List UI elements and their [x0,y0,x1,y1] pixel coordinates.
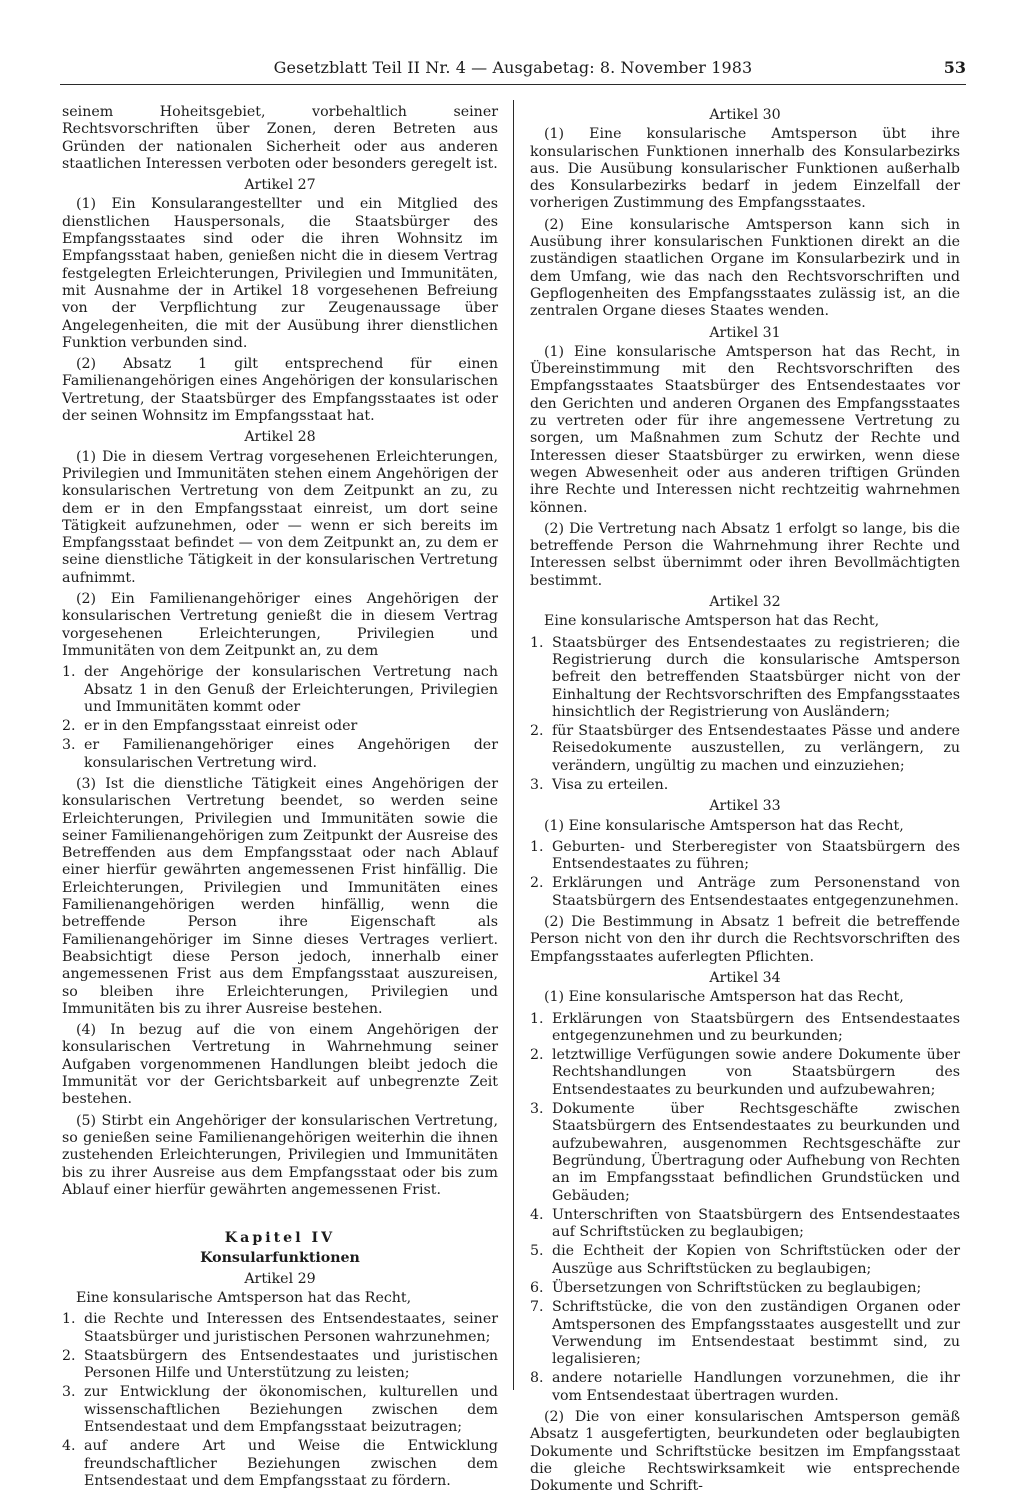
paragraph: (1) Die in diesem Vertrag vorgesehenen Erleichterungen, Privilegien und Immunitäten stehen einem Angehörigen der konsularischen Vertretung von dem Zeitpunkt an zu, zu dem er in den Empfangsstaat einreist, um dort seine Tätigkeit aufzunehmen, oder — wenn er sich bereits im Empfangsstaat befindet — von dem Zeitpunkt an, zu dem er seine dienstliche Tätigkeit in der konsularischen Vertretung aufnimmt. [62,448,498,586]
list-text: er in den Empfangsstaat einreist oder [84,718,358,735]
list-text: Geburten- und Sterberegister von Staatsbürgern des Entsendestaates zu führen; [552,838,960,873]
numbered-list [530,1011,960,1406]
list-number: 2. [530,875,544,892]
article-title: Artikel 33 [709,798,781,815]
list-text: zur Entwicklung der ökonomischen, kulturellen und wissenschaftlichen Beziehungen zwischen dem Entsendestaat und dem Empfangsstaat beizutragen; [84,1384,498,1436]
paragraph: seinem Hoheitsgebiet, vorbehaltlich seiner Rechtsvorschriften über Zonen, deren Betreten aus Gründen der nationalen Sicherheit oder aus anderen staatlichen Interessen verboten oder besonders geregelt ist. [62,104,498,172]
list-item [530,1243,960,1278]
list-number: 3. [530,776,544,793]
list-text: Erklärungen und Anträge zum Personenstand von Staatsbürgern des Entsendestaates entgegenzunehmen. [552,875,960,909]
spacer [62,1203,498,1227]
list-item [530,1280,960,1297]
list-text: Visa zu erteilen. [552,776,669,793]
numbered-list [62,1311,498,1490]
list-number: 1. [62,1311,76,1328]
paragraph: (3) Ist die dienstliche Tätigkeit eines Angehörigen der konsularischen Vertretung beendet, so werden seine Erleichterungen, Privilegien und Immunitäten sowie die seiner Familienangehörigen zum Zeitpunkt der Ausreise des Betreffenden aus dem Empfangsstaat oder nach Ablauf einer hierfür gewährten angemessenen Frist hinfällig. Die Erleichterungen, Privilegien und Immunitäten eines Familienangehörigen werden hinfällig, wenn die betreffende Person ihre Eigenschaft als Familienangehöriger im Sinne dieses Vertrages verliert. Beabsichtigt diese Person jedoch, innerhalb einer angemessenen Frist aus dem Empfangsstaat auszureisen, so bleiben ihre Erleichterungen, Privilegien und Immunitäten bis zu ihrer Ausreise bestehen. [62,775,498,1017]
chapter-label: Kapitel IV [224,1230,336,1247]
list-number: 2. [62,718,76,735]
list-number: 3. [530,1101,544,1118]
list-text: andere notarielle Handlungen vorzunehmen, die ihr vom Entsendestaat übertragen wurden. [552,1370,960,1404]
list-item [62,737,498,772]
paragraph: Eine konsularische Amtsperson hat das Recht, [544,613,880,630]
list-text: Staatsbürgern des Entsendestaates und juristischen Personen Hilfe und Unterstützung zu leisten; [84,1347,498,1382]
paragraph: (2) Eine konsularische Amtsperson kann sich in Ausübung ihrer konsularischen Funktionen direkt an die zuständigen staatlichen Organe im Konsularbezirk und in dem Umfang, wie das nach den Rechtsvorschriften und Gepflogenheiten des Empfangsstaates zulässig ist, an die zentralen Organe dieses Staates wenden. [530,216,960,320]
header-rule [60,84,966,85]
list-item [62,664,498,716]
list-number: 3. [62,1384,76,1401]
list-item [530,1299,960,1368]
left-column [62,104,498,1494]
article-title: Artikel 29 [244,1270,316,1287]
list-number: 1. [530,838,544,855]
numbered-list [530,839,960,910]
article-title: Artikel 34 [709,969,781,986]
right-column [530,104,960,1500]
list-text: Erklärungen von Staatsbürgern des Entsendestaates entgegenzunehmen und zu beurkunden; [552,1010,960,1044]
list-text: er Familienangehöriger eines Angehörigen der konsularischen Vertretung wird. [84,737,498,771]
list-number: 5. [530,1243,544,1260]
list-item [530,635,960,721]
list-number: 1. [530,1010,544,1027]
paragraph: Eine konsularische Amtsperson hat das Recht, [76,1290,412,1306]
list-number: 2. [62,1347,76,1364]
paragraph: (2) Die Vertretung nach Absatz 1 erfolgt so lange, bis die betreffende Person die Wahrnehmung ihrer Rechte und Interessen selbst übernimmt oder ihren Bevollmächtigten bestimmt. [530,520,960,589]
article-title: Artikel 31 [709,324,781,341]
paragraph: (1) Eine konsularische Amtsperson hat das Recht, [544,817,904,834]
list-item [530,777,960,794]
article-title: Artikel 30 [709,107,781,123]
list-text: die Rechte und Interessen des Entsendestaates, seiner Staatsbürger und juristischen Personen wahrzunehmen; [84,1311,498,1345]
numbered-list [530,635,960,795]
list-number: 4. [62,1438,76,1455]
list-number: 8. [530,1370,544,1387]
header-title: Gesetzblatt Teil II Nr. 4 — Ausgabetag: 8. November 1983 [273,58,753,77]
list-text: letztwillige Verfügungen sowie andere Dokumente über Rechtshandlungen von Staatsbürgern des Entsendestaates zu beurkunden und aufzubewahren; [552,1047,960,1098]
paragraph: (2) Absatz 1 gilt entsprechend für einen Familienangehörigen eines Angehörigen der konsularischen Vertretung, der Staatsbürger des Empfangsstaates ist oder der seinen Wohnsitz im Empfangsstaat hat. [62,356,498,425]
list-item [62,1348,498,1383]
list-number: 7. [530,1299,544,1316]
list-text: die Echtheit der Kopien von Schriftstücken oder der Auszüge aus Schriftstücken zu beglaubigen; [552,1243,960,1277]
list-item [62,1311,498,1346]
paragraph: (2) Ein Familienangehöriger eines Angehörigen der konsularischen Vertretung genießt die in diesem Vertrag vorgesehenen Erleichterungen, Privilegien und Immunitäten von dem Zeitpunkt an, zu dem [62,591,498,659]
list-text: auf andere Art und Weise die Entwicklung freundschaftlicher Beziehungen zwischen dem Entsendestaat und dem Empfangsstaat zu fördern. [84,1438,498,1489]
list-item [530,1101,960,1205]
numbered-list [62,664,498,772]
list-text: Schriftstücke, die von den zuständigen Organen oder Amtspersonen des Empfangsstaates ausgestellt und zur Verwendung im Entsendestaat bestimmt sind, zu legalisieren; [552,1299,960,1368]
list-text: Dokumente über Rechtsgeschäfte zwischen Staatsbürgern des Entsendestaates zu beurkunden und aufzubewahren, ausgenommen Rechtsgeschäfte zur Begründung, Übertragung oder Aufhebung von Rechten an im Empfangsstaat befindlichen Grundstücken und Gebäuden; [552,1101,960,1204]
list-number: 6. [530,1280,544,1296]
page-number: 53 [943,58,966,77]
paragraph: (1) Eine konsularische Amtsperson hat das Recht, in Übereinstimmung mit den Rechtsvorschriften des Empfangsstaates Staatsbürger des Entsendestaates vor den Gerichten und anderen Organen des Empfangsstaates zu vertreten oder für ihre angemessene Vertretung zu sorgen, um Maßnahmen zum Schutz der Rechte und Interessen dieser Staatsbürger zu erwirken, wenn diese wegen Abwesenheit oder aus anderen triftigen Gründen ihre Rechte und Interessen nicht rechtzeitig wahrnehmen können. [530,343,960,516]
paragraph: (2) Die Bestimmung in Absatz 1 befreit die betreffende Person nicht von den ihr durch die Rechtsvorschriften des Empfangsstaates auferlegten Pflichten. [530,914,960,965]
paragraph: (1) Ein Konsularangestellter und ein Mitglied des dienstlichen Hauspersonals, die Staatsbürger des Empfangsstaates sind oder die ihren Wohnsitz im Empfangsstaat haben, genießen nicht die in diesem Vertrag festgelegten Erleichterungen, Privilegien und Immunitäten, mit Ausnahme der in Artikel 18 vorgesehenen Befreiung von der Verpflichtung zur Zeugenaussage über Angelegenheiten, die mit der Ausübung ihrer dienstlichen Funktion verbunden sind. [62,196,498,351]
list-item [530,1011,960,1046]
list-text: Staatsbürger des Entsendestaates zu registrieren; die Registrierung durch die konsularische Amtsperson befreit den betreffenden Staatsbürger nicht von der Einhaltung der Rechtsvorschriften des Empfangsstaates hinsichtlich der Registrierung von Ausländern; [552,634,960,720]
column-divider [513,100,514,1390]
list-number: 2. [530,723,544,740]
list-item [530,723,960,775]
chapter-title: Konsularfunktionen [200,1250,360,1267]
list-text: für Staatsbürger des Entsendestaates Pässe und andere Reisedokumente auszustellen, zu verlängern, zu verändern, ungültig zu machen und einzuziehen; [552,723,960,774]
article-title: Artikel 28 [244,429,316,446]
list-number: 1. [62,664,76,681]
list-item [62,1384,498,1436]
list-text: der Angehörige der konsularischen Vertretung nach Absatz 1 in den Genuß der Erleichterungen, Privilegien und Immunitäten kommt oder [84,664,498,715]
list-item [530,839,960,874]
list-item [530,1047,960,1099]
list-number: 2. [530,1047,544,1064]
paragraph: (1) Eine konsularische Amtsperson hat das Recht, [544,989,904,1006]
page-header [60,58,966,84]
paragraph: (5) Stirbt ein Angehöriger der konsularischen Vertretung, so genießen seine Familienangehörigen weiterhin die ihnen zustehenden Erleichterungen, Privilegien und Immunitäten bis zu ihrer Ausreise aus dem Empfangsstaat oder bis zum Ablauf einer hierfür gewährten angemessenen Frist. [62,1112,498,1198]
paragraph: (4) In bezug auf die von einem Angehörigen der konsularischen Vertretung in Wahrnehmung seiner Aufgaben vorgenommenen Handlungen bleibt jedoch die Immunität vor der Gerichtsbarkeit auf unbegrenzte Zeit bestehen. [62,1022,498,1108]
article-title: Artikel 27 [244,177,316,194]
paragraph: (2) Die von einer konsularischen Amtsperson gemäß Absatz 1 ausgefertigten, beurkundeten oder beglaubigten Dokumente und Schriftstücke besitzen im Empfangsstaat die gleiche Rechtswirksamkeit wie entsprechende Dokumente und Schrift- [530,1409,960,1495]
paragraph: (1) Eine konsularische Amtsperson übt ihre konsularischen Funktionen innerhalb des Konsularbezirks aus. Die Ausübung konsularischer Funktionen außerhalb des Konsularbezirks bedarf in jedem Einzelfall der vorherigen Zustimmung des Empfangsstaates. [530,126,960,212]
list-text: Unterschriften von Staatsbürgern des Entsendestaates auf Schriftstücken zu beglaubigen; [552,1206,960,1241]
list-item [62,718,498,735]
list-item [530,875,960,910]
list-item [530,1370,960,1405]
list-number: 1. [530,634,544,651]
list-item [530,1207,960,1242]
article-title: Artikel 32 [709,594,781,611]
list-item [62,1438,498,1490]
list-number: 4. [530,1206,544,1223]
list-text: Übersetzungen von Schriftstücken zu beglaubigen; [552,1280,922,1296]
list-number: 3. [62,737,76,754]
